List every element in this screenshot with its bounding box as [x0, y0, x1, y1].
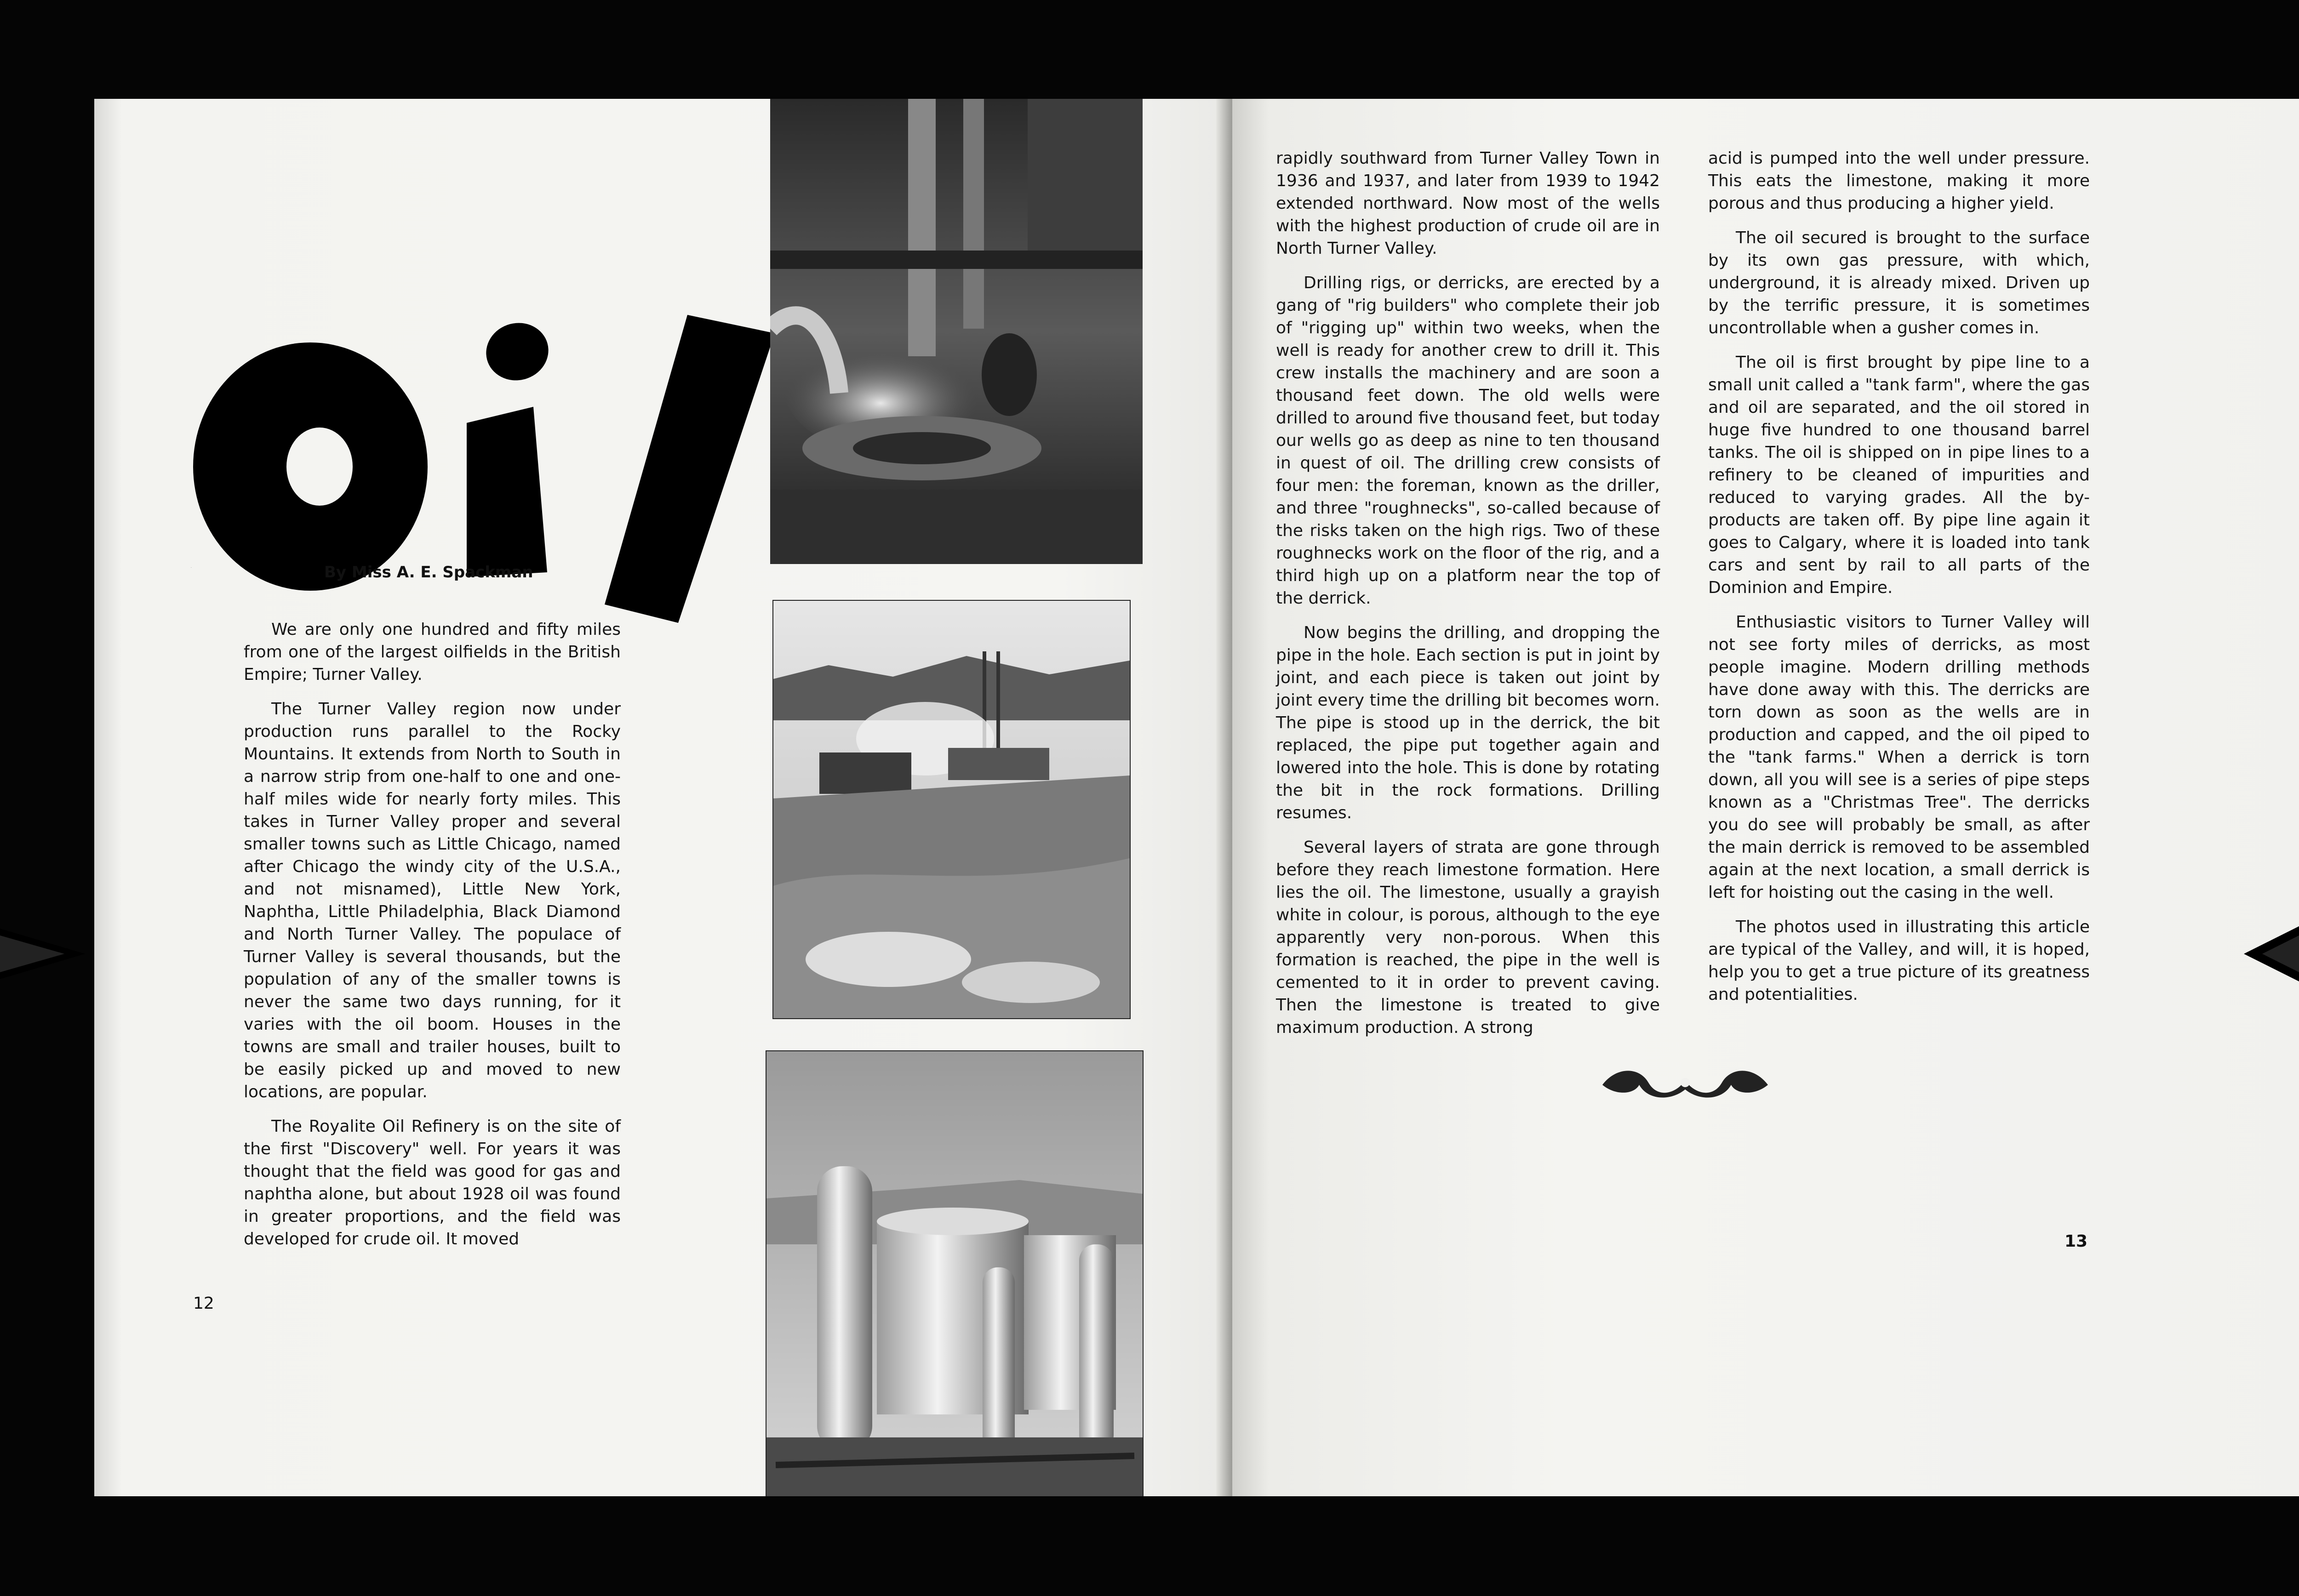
paragraph: acid is pumped into the well under pressure. This eats the limestone, making it more porous and thus producing a higher yield. — [1708, 149, 2090, 213]
paragraph: Drilling rigs, or derricks, are erected by a gang of "rig builders" who complete their job of "rigging up" within two weeks, when the well is ready for another crew to drill it. This crew installs the machinery and are soon a thousand feet down. The old wells were drilled to around five thousand feet, but today our wells go as deep as nine to ten thousand in quest of oil. The drilling crew consists of four men: the foreman, known as the driller, and three "roughnecks", so-called because of the risks taken on the high rigs. Two of these roughnecks work on the floor of the rig, and a third high up on a platform near the top of the derrick. — [1276, 274, 1660, 608]
page-number-right: 13 — [2065, 1232, 2088, 1251]
paragraph: The photos used in illustrating this article are typical of the Valley, and will, it is hoped, help you to get a true picture of its greatness and potentialities. — [1708, 918, 2090, 1004]
paragraph: The oil secured is brought to the surface by its own gas pressure, with which, underground, it is already mixed. Driven up by the terrific pressure, it is sometimes uncontrollable when a gusher comes in. — [1708, 228, 2090, 337]
paragraph: The Royalite Oil Refinery is on the site of the first "Discovery" well. For years it was thought that the field was good for gas and naphtha alone, but about 1928 oil was found in greater proportions, and the field was developed for crude oil. It moved — [244, 1117, 621, 1248]
byline: By Miss A. E. Spackman — [324, 563, 533, 581]
scanner-pointer-right — [2244, 912, 2299, 995]
left-page — [94, 99, 1232, 1496]
page-number-left: 12 — [193, 1294, 214, 1313]
scanner-pointer-left — [0, 919, 85, 988]
oil-title-lettering — [191, 209, 835, 623]
photo-drilling-rig — [770, 99, 1143, 564]
paragraph: Now begins the drilling, and dropping the pipe in the hole. Each section is put in joint by joint, and each piece is taken out joint by joint every time the drilling bit becomes worn. The pipe is stood up in the derrick, the bit replaced, the pipe put together again and lowered into the hole. This is done by rotating the bit in the rock formations. Drilling resumes. — [1276, 623, 1660, 822]
middle-text-column — [1276, 147, 1660, 1051]
paragraph: Several layers of strata are gone through before they reach limestone formation. Here lies the oil. The limestone, usually a grayish white in colour, is porous, although to the eye apparently very non-porous. When this formation is reached, the pipe in the well is cemented to it in order to prevent caving. Then the limestone is treated to give maximum production. A strong — [1276, 838, 1660, 1037]
paragraph: The Turner Valley region now under production runs parallel to the Rocky Mountains. It extends from North to South in a narrow strip from one-half to one and one-half miles wide for nearly forty miles. This takes in Turner Valley proper and several smaller towns such as Little Chicago, named after Chicago the windy city of the U.S.A., and not misnamed), Little New York, Naphtha, Little Philadelphia, Black Diamond and North Turner Valley. The populace of Turner Valley is several thousands, but the population of any of the smaller towns is never the same two days running, for it varies with the oil boom. Houses in the towns are small and trailer houses, built to be easily picked up and moved to new locations, are popular. — [244, 700, 621, 1101]
left-text-column — [244, 618, 621, 1262]
paragraph: The oil is first brought by pipe line to a small unit called a "tank farm", where the gas and oil are separated, and the oil stored in huge five hundred to one thousand barrel tanks. The oil is shipped on in pipe lines to a refinery to be cleaned of impurities and reduced to varying grades. All the by-products are taken off. By pipe line again it goes to Calgary, where it is loaded into tank cars and sent by rail to all parts of the Dominion and Empire. — [1708, 353, 2090, 597]
paragraph: We are only one hundred and fifty miles from one of the largest oilfields in the British Empire; Turner Valley. — [244, 620, 621, 684]
photo-valley-refinery — [772, 600, 1131, 1019]
right-text-column — [1708, 147, 2090, 1018]
paragraph: rapidly southward from Turner Valley Town in 1936 and 1937, and later from 1939 to 1942 extended northward. Now most of the wells with the highest production of crude oil are in North Turner Valley. — [1276, 149, 1660, 258]
photo-tank-farm — [766, 1050, 1144, 1496]
paragraph: Enthusiastic visitors to Turner Valley will not see forty miles of derricks, as most people imagine. Modern drilling methods have done away with this. The derricks are torn down as soon as the wells are in production and capped, and the oil piped to the "tank farms." When a derrick is torn down, all you will see is a series of pipe steps known as a "Christmas Tree". The derricks you do see will probably be small, as after the main derrick is removed to be assembled again at the next location, a small derrick is left for hoisting out the casing in the well. — [1708, 613, 2090, 902]
decorative-ornament — [1598, 1062, 1773, 1103]
